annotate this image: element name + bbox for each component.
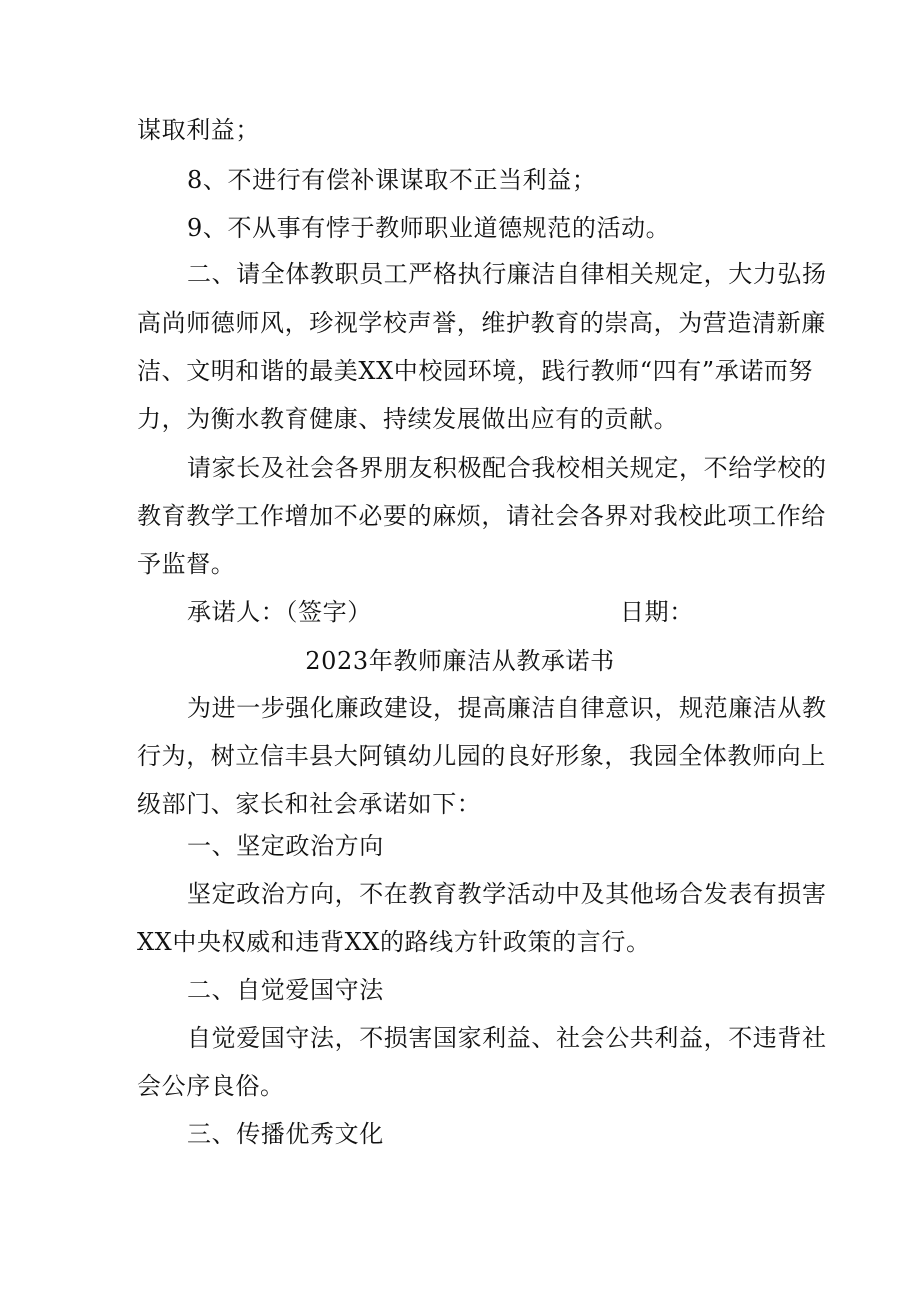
text-line: 8、不进行有偿补课谋取不正当利益； — [187, 166, 597, 194]
text-line: 予监督。 — [137, 550, 236, 578]
text-line: 级部门、家长和社会承诺如下： — [137, 790, 482, 818]
text-line: 自觉爱国守法，不损害国家利益、社会公共利益，不违背社 — [187, 1024, 827, 1052]
text-line: 谋取利益； — [137, 116, 260, 144]
text-line: 9、不从事有悖于教师职业道德规范的活动。 — [187, 214, 671, 242]
text-line: 会公序良俗。 — [137, 1072, 285, 1100]
text-line: 力，为衡水教育健康、持续发展做出应有的贡献。 — [137, 405, 679, 433]
document-title: 2023年教师廉洁从教承诺书 — [305, 647, 615, 675]
signature-label: 承诺人：（签字） — [187, 598, 372, 626]
section-heading: 三、传播优秀文化 — [187, 1120, 384, 1148]
text-line: 教育教学工作增加不必要的麻烦，请社会各界对我校此项工作给 — [137, 502, 826, 530]
text-line: 行为，树立信丰县大阿镇幼儿园的良好形象，我园全体教师向上 — [137, 742, 826, 770]
text-line: 坚定政治方向，不在教育教学活动中及其他场合发表有损害 — [187, 880, 827, 908]
section-heading: 二、自觉爱国守法 — [187, 976, 384, 1004]
text-line: 为进一步强化廉政建设，提高廉洁自律意识，规范廉洁从教 — [187, 694, 827, 722]
text-line: 洁、文明和谐的最美XX中校园环境，践行教师“四有”承诺而努 — [137, 357, 814, 385]
text-line: 二、请全体教职员工严格执行廉洁自律相关规定，大力弘扬 — [187, 260, 827, 288]
text-line: XX中央权威和违背XX的路线方针政策的言行。 — [137, 928, 651, 956]
text-line: 高尚师德师风，珍视学校声誉，维护教育的崇高，为营造清新廉 — [137, 309, 826, 337]
section-heading: 一、坚定政治方向 — [187, 832, 384, 860]
date-label: 日期： — [620, 598, 694, 626]
text-line: 请家长及社会各界朋友积极配合我校相关规定，不给学校的 — [187, 454, 827, 482]
